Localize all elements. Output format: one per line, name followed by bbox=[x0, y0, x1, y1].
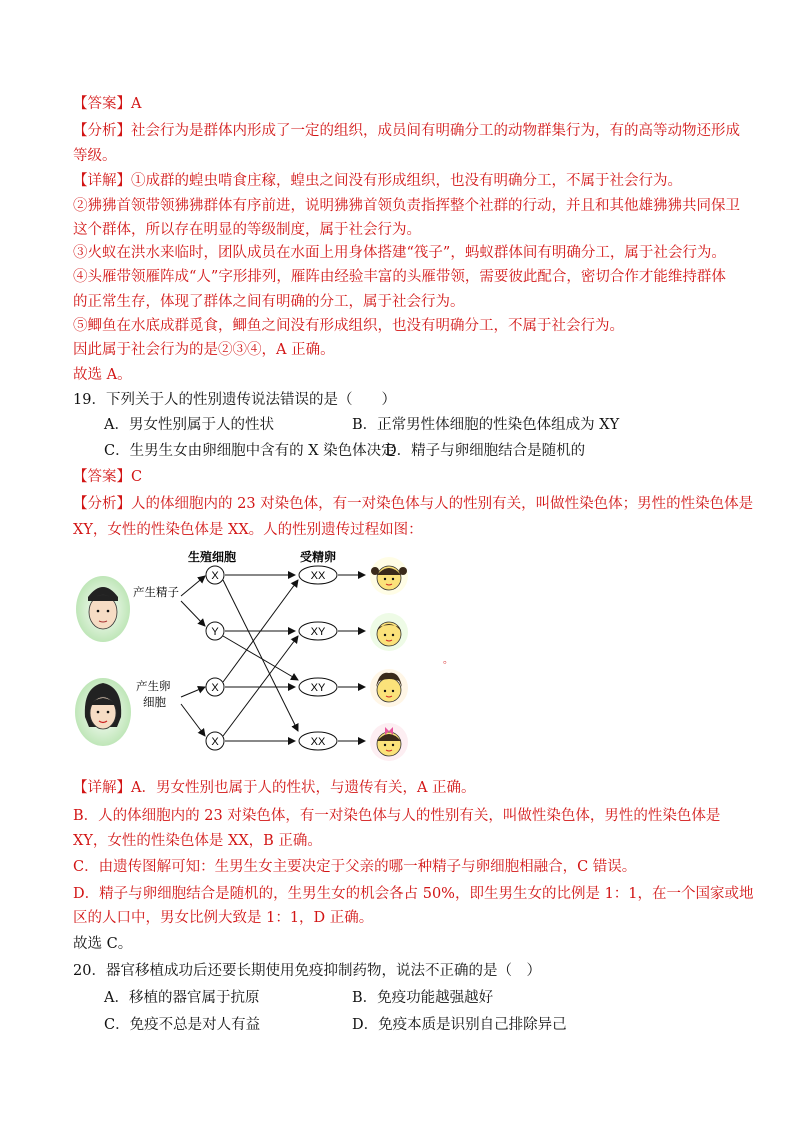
q19-analysis-line1: 【分析】人的体细胞内的 23 对染色体，有一对染色体与人的性别有关，叫做性染色体；男性的性染色体是 bbox=[73, 496, 754, 512]
diagram-mother-label-1: 产生卵 bbox=[136, 681, 171, 693]
diagram-header-germ-cells: 生殖细胞 bbox=[188, 550, 237, 564]
q18-answer: 【答案】A bbox=[73, 96, 142, 112]
sperm-x-cell bbox=[206, 566, 224, 584]
q18-detail-3: ③火蚁在洪水来临时，团队成员在水面上用身体搭建“筏子”，蚂蚁群体间有明确分工，属于社会行为。 bbox=[73, 245, 726, 261]
father-face-icon bbox=[76, 576, 130, 642]
zygote-xy-1 bbox=[299, 622, 337, 640]
q18-choose: 故选 A。 bbox=[73, 367, 132, 383]
boy-face-icon bbox=[370, 613, 408, 651]
q19-choose: 故选 C。 bbox=[73, 936, 133, 952]
diagram-mother-label-2: 细胞 bbox=[143, 697, 166, 709]
q18-detail-4a: ④头雁带领雁阵成“人”字形排列，雁阵由经验丰富的头雁带领，需要彼此配合，密切合作才能维持群体 bbox=[73, 269, 726, 285]
boy-face-icon bbox=[370, 669, 408, 707]
diagram-header-zygote: 受精卵 bbox=[300, 550, 337, 564]
egg-x-cell-1 bbox=[206, 678, 224, 696]
q19-stem: 19．下列关于人的性别遗传说法错误的是（ ） bbox=[73, 392, 396, 408]
q19-detail-a: 【详解】A．男女性别也属于人的性状，与遗传有关，A 正确。 bbox=[73, 780, 476, 796]
q20-option-d: D．免疫本质是识别自己排除异己 bbox=[352, 1017, 567, 1033]
q20-option-a: A．移植的器官属于抗原 bbox=[104, 990, 260, 1006]
zygote-xx-2 bbox=[299, 732, 337, 750]
sperm-y-cell bbox=[206, 622, 224, 640]
q18-detail-4b: 的正常生存，体现了群体之间有明确的分工，属于社会行为。 bbox=[73, 294, 465, 310]
q18-analysis-line2: 等级。 bbox=[73, 148, 117, 164]
sex-inheritance-diagram bbox=[73, 549, 439, 763]
svg-text:X: X bbox=[211, 682, 219, 694]
q18-detail-2a: ②狒狒首领带领狒狒群体有序前进，说明狒狒首领负责指挥整个社群的行动，并且和其他雄狒狒共同保卫 bbox=[73, 198, 740, 214]
q20-option-b: B．免疫功能越强越好 bbox=[352, 990, 494, 1006]
stray-period: 。 bbox=[443, 655, 453, 666]
q20-option-c: C．免疫不总是对人有益 bbox=[104, 1017, 261, 1033]
q19-detail-c: C．由遗传图解可知：生男生女主要决定于父亲的哪一种精子与卵细胞相融合，C 错误。 bbox=[73, 859, 637, 875]
zygote-xx-1 bbox=[299, 566, 337, 584]
svg-text:X: X bbox=[211, 570, 219, 582]
svg-text:X: X bbox=[211, 736, 219, 748]
svg-text:XY: XY bbox=[310, 682, 326, 694]
q18-conclusion: 因此属于社会行为的是②③④，A 正确。 bbox=[73, 342, 335, 358]
q19-option-d: D．精子与卵细胞结合是随机的 bbox=[385, 443, 586, 459]
q19-option-c: C．生男生女由卵细胞中含有的 X 染色体决定 bbox=[104, 443, 396, 459]
q19-detail-b2: XY，女性的性染色体是 XX，B 正确。 bbox=[73, 833, 322, 849]
diagram-father-label: 产生精子 bbox=[133, 587, 179, 599]
q19-answer: 【答案】C bbox=[73, 469, 143, 485]
q18-detail-5: ⑤鲫鱼在水底成群觅食，鲫鱼之间没有形成组织，也没有明确分工，不属于社会行为。 bbox=[73, 318, 624, 334]
svg-text:Y: Y bbox=[211, 626, 219, 638]
girl-face-icon bbox=[370, 723, 408, 761]
q19-detail-d2: 区的人口中，男女比例大致是 1：1，D 正确。 bbox=[73, 910, 374, 926]
svg-text:XX: XX bbox=[310, 570, 326, 582]
svg-text:XY: XY bbox=[310, 626, 326, 638]
q18-detail-2b: 这个群体，所以存在明显的等级制度，属于社会行为。 bbox=[73, 222, 421, 238]
q20-stem: 20．器官移植成功后还要长期使用免疫抑制药物，说法不正确的是（ ） bbox=[73, 963, 541, 979]
q19-analysis-line2: XY，女性的性染色体是 XX。人的性别遗传过程如图： bbox=[73, 522, 423, 538]
q19-detail-d1: D．精子与卵细胞结合是随机的，生男生女的机会各占 50%，即生男生女的比例是 1：1，在一个国家或地 bbox=[73, 886, 754, 902]
girl-face-icon bbox=[370, 557, 408, 595]
zygote-xy-2 bbox=[299, 678, 337, 696]
q18-detail-1: 【详解】①成群的蝗虫啃食庄稼，蝗虫之间没有形成组织，也没有明确分工，不属于社会行为。 bbox=[73, 173, 682, 189]
q19-option-a: A．男女性别属于人的性状 bbox=[104, 417, 274, 433]
q19-detail-b1: B．人的体细胞内的 23 对染色体，有一对染色体与人的性别有关，叫做性染色体，男性的性染色体是 bbox=[73, 808, 721, 824]
egg-x-cell-2 bbox=[206, 732, 224, 750]
q19-option-b: B．正常男性体细胞的性染色体组成为 XY bbox=[352, 417, 620, 433]
q18-analysis-line1: 【分析】社会行为是群体内形成了一定的组织，成员间有明确分工的动物群集行为，有的高等动物还形成 bbox=[73, 123, 740, 139]
mother-face-icon bbox=[75, 678, 131, 746]
svg-text:XX: XX bbox=[310, 736, 326, 748]
